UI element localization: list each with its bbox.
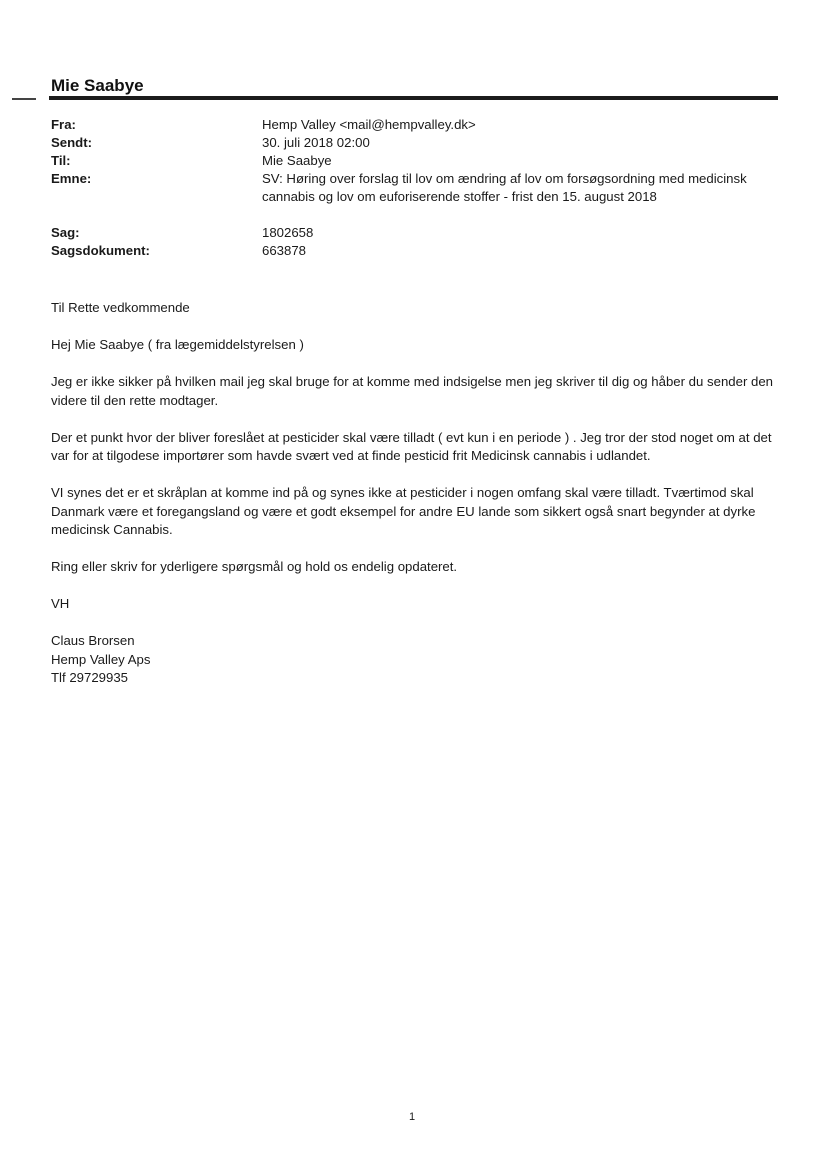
- case-document-label: Sagsdokument:: [51, 243, 150, 258]
- case-document-number: 663878: [262, 243, 307, 258]
- closing: VH: [51, 596, 70, 611]
- header-value-to: Mie Saabye: [262, 153, 332, 168]
- header-row-subject: [51, 170, 791, 206]
- case-row: [51, 224, 791, 242]
- header-value-subject: SV: Høring over forslag til lov om ændring af lov om forsøgsordning med medicinsk cannabis og lov om euforiserende stoffer - frist den 15. august 2018: [262, 171, 747, 204]
- email-body: [51, 299, 781, 688]
- page-number: 1: [409, 1111, 416, 1123]
- greeting-line: Til Rette vedkommende: [51, 300, 190, 315]
- header-value-sent: 30. juli 2018 02:00: [262, 135, 370, 150]
- header-row-to: [51, 152, 791, 170]
- header-row-from: [51, 116, 791, 134]
- signature-name: Claus Brorsen: [51, 633, 135, 648]
- header-label: Emne:: [51, 171, 92, 186]
- body-paragraph: Der et punkt hvor der bliver foreslået at pesticider skal være tilladt ( evt kun i en periode ) . Jeg tror der stod noget om at det var for at tilgodese importører som havde svært ved at finde pesticid frit Medicinsk cannabis i udlandet.: [51, 429, 772, 463]
- body-paragraph: Jeg er ikke sikker på hvilken mail jeg skal bruge for at komme med indsigelse men jeg skriver til dig og håber du sender den videre til den rette modtager.: [51, 374, 774, 408]
- header-value-from: Hemp Valley <mail@hempvalley.dk>: [262, 117, 476, 132]
- case-label: Sag:: [51, 225, 80, 240]
- header-label: Til:: [51, 153, 71, 168]
- greeting-line: Hej Mie Saabye ( fra lægemiddelstyrelsen ): [51, 337, 304, 352]
- header-rule-left: [12, 98, 36, 100]
- email-headers: [51, 116, 791, 260]
- header-rule: [49, 96, 778, 100]
- case-document-row: [51, 242, 791, 260]
- spacer: [51, 206, 791, 224]
- header-label: Sendt:: [51, 135, 93, 150]
- header-row-sent: [51, 134, 791, 152]
- body-paragraph: Ring eller skriv for yderligere spørgsmål og hold os endelig opdateret.: [51, 559, 458, 574]
- signature-company: Hemp Valley Aps: [51, 651, 151, 667]
- case-number: 1802658: [262, 225, 314, 240]
- sender-name: Mie Saabye: [51, 76, 144, 95]
- signature-phone: Tlf 29729935: [51, 670, 128, 685]
- header-label: Fra:: [51, 117, 76, 132]
- body-paragraph: VI synes det er et skråplan at komme ind på og synes ikke at pesticider i nogen omfang skal være tilladt. Tværtimod skal Danmark være et foregangsland og være et godt eksempel for andre EU lande som sikkert også snart begynder at dyrke medicinsk Cannabis.: [51, 485, 756, 537]
